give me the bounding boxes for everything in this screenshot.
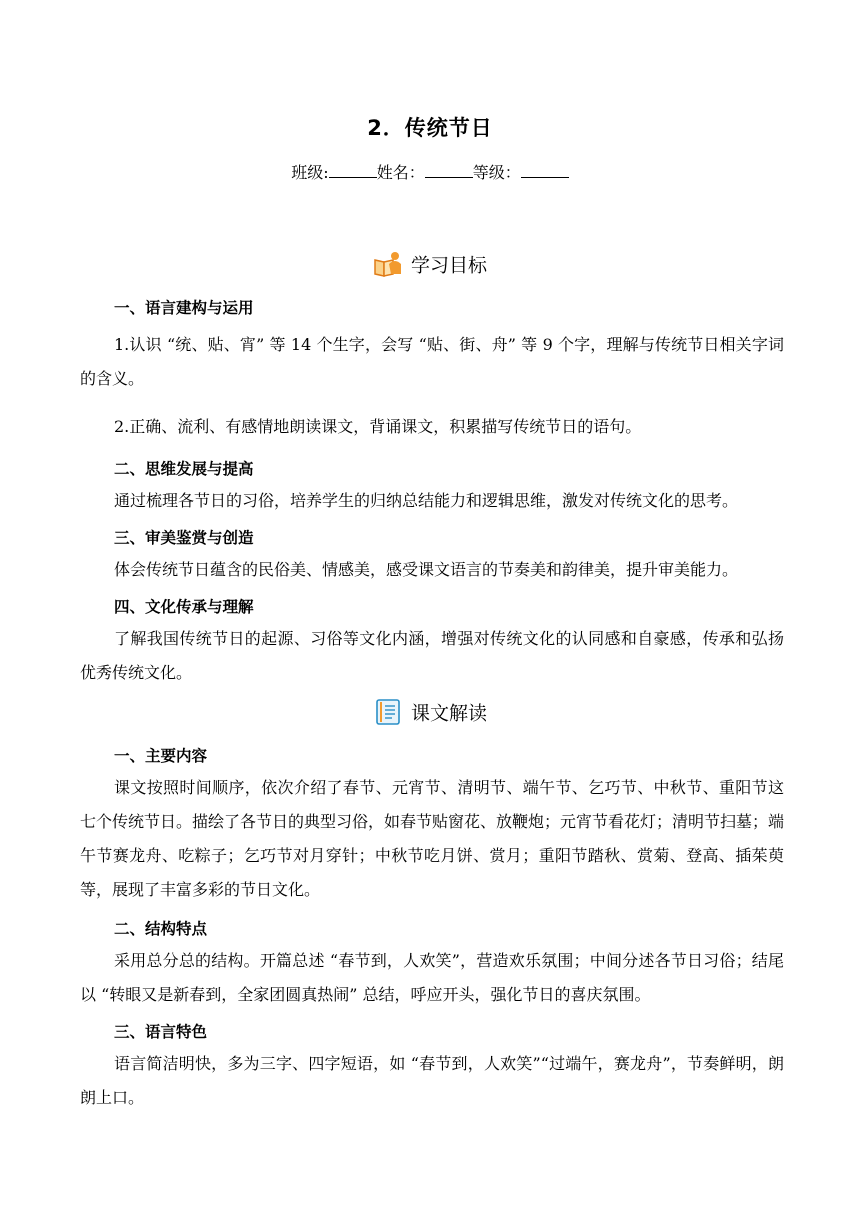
class-label: 班级: bbox=[291, 163, 329, 182]
reading-section-2-para: 采用总分总的结构。开篇总述 “春节到，人欢笑”，营造欢乐氛围；中间分述各节日习俗；结尾以 “转眼又是新春到，全家团圆真热闹” 总结，呼应开头，强化节日的喜庆氛围。 bbox=[80, 951, 784, 1004]
goal-section-1-para-1: 1.认识 “统、贴、宵” 等 14 个生字，会写 “贴、街、舟” 等 9 个字，理解与传统节日相关字词的含义。 bbox=[80, 335, 784, 388]
reading-person-icon bbox=[373, 250, 403, 278]
class-blank[interactable] bbox=[329, 163, 377, 178]
text-reading-title: 课文解读 bbox=[410, 702, 487, 725]
student-info-line bbox=[0, 160, 860, 183]
reading-section-3-title: 三、语言特色 bbox=[114, 1023, 208, 1041]
reading-section-1-para: 课文按照时间顺序，依次介绍了春节、元宵节、清明节、端午节、乞巧节、中秋节、重阳节这七个传统节日。描绘了各节日的典型习俗，如春节贴窗花、放鞭炮；元宵节看花灯；清明节扫墓；端午节赛龙舟、吃粽子；乞巧节对月穿针；中秋节吃月饼、赏月；重阳节踏秋、赏菊、登高、插茱萸等，展现了丰富多彩的节日文化。 bbox=[80, 778, 785, 899]
goal-section-2-title: 二、思维发展与提高 bbox=[114, 460, 254, 478]
reading-section-2-title: 二、结构特点 bbox=[114, 920, 208, 938]
reading-section-3-para: 语言简洁明快，多为三字、四字短语，如 “春节到，人欢笑”“过端午，赛龙舟”，节奏鲜明，朗朗上口。 bbox=[80, 1054, 784, 1107]
goal-section-2-para: 通过梳理各节日的习俗，培养学生的归纳总结能力和逻辑思维，激发对传统文化的思考。 bbox=[114, 491, 739, 510]
page-title: 2．传统节日 bbox=[367, 116, 493, 140]
notebook-icon bbox=[373, 698, 403, 726]
goal-section-1-para-2: 2.正确、流利、有感情地朗读课文，背诵课文，积累描写传统节日的语句。 bbox=[114, 417, 642, 436]
goal-section-3-para: 体会传统节日蕴含的民俗美、情感美，感受课文语言的节奏美和韵律美，提升审美能力。 bbox=[114, 560, 739, 579]
goal-section-4-para: 了解我国传统节日的起源、习俗等文化内涵，增强对传统文化的认同感和自豪感，传承和弘扬优秀传统文化。 bbox=[80, 629, 784, 682]
name-blank[interactable] bbox=[425, 163, 473, 178]
learning-goals-title: 学习目标 bbox=[410, 254, 487, 277]
reading-section-1-title: 一、主要内容 bbox=[114, 747, 208, 765]
learning-goals-heading bbox=[0, 250, 860, 278]
grade-label: 等级： bbox=[472, 163, 521, 182]
goal-section-4-title: 四、文化传承与理解 bbox=[114, 598, 254, 616]
goal-section-1-title: 一、语言建构与运用 bbox=[114, 299, 254, 317]
name-label: 姓名： bbox=[376, 163, 425, 182]
goal-section-3-title: 三、审美鉴赏与创造 bbox=[114, 529, 254, 547]
grade-blank[interactable] bbox=[521, 163, 569, 178]
text-reading-heading bbox=[0, 698, 860, 726]
